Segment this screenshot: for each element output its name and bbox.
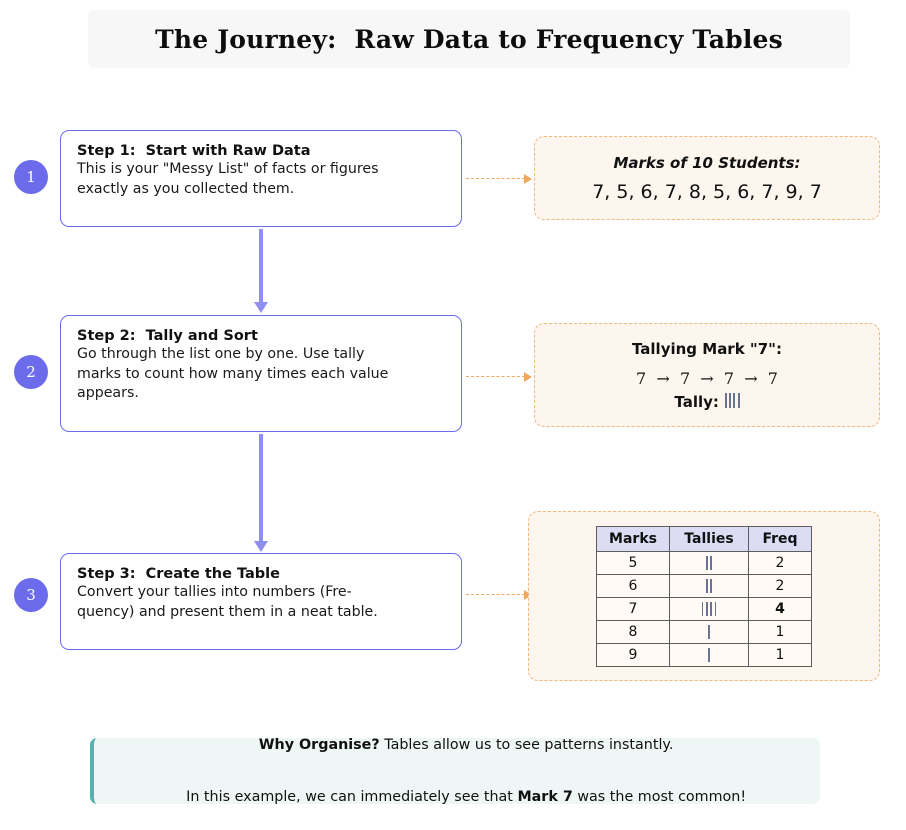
step-3-body — [77, 583, 447, 622]
tally-stroke — [708, 648, 710, 662]
step-2-body — [77, 345, 447, 404]
tally-stroke — [706, 556, 708, 570]
step-2-body-line-1: Go through the list one by one. Use tally — [77, 346, 365, 362]
step-1-title: Step 1: Start with Raw Data — [77, 143, 311, 159]
tally-stroke — [738, 393, 740, 408]
step-badge-1-label: 1 — [26, 168, 36, 186]
step-badge-1 — [14, 160, 48, 194]
raw-data-label: Marks of 10 Students: — [613, 153, 801, 172]
cell-tallies — [670, 574, 749, 597]
cell-mark: 5 — [597, 551, 670, 574]
frequency-table-body — [597, 551, 812, 666]
flow-arrow-1-to-2 — [254, 229, 268, 313]
tally-marks-icon — [708, 648, 710, 662]
cell-tallies — [670, 597, 749, 620]
tally-stroke — [706, 579, 708, 593]
tally-demo-count-row — [674, 392, 739, 411]
cell-freq: 4 — [749, 597, 812, 620]
step-box-1 — [60, 130, 462, 227]
col-header-freq: Freq — [749, 526, 812, 551]
tally-stroke — [710, 556, 712, 570]
step-3-title: Step 3: Create the Table — [77, 566, 280, 582]
tally-marks-icon — [725, 393, 740, 408]
tally-stroke — [729, 393, 731, 408]
page-title-banner — [88, 10, 850, 68]
connector-dashed-3 — [466, 594, 530, 595]
tally-marks-icon — [706, 579, 712, 593]
cell-mark: 7 — [597, 597, 670, 620]
tally-stroke — [715, 602, 717, 616]
callout-line-2-pre: In this example, we can immediately see that — [186, 789, 518, 805]
tally-stroke — [710, 602, 712, 616]
flow-arrow-2-shaft — [259, 434, 263, 541]
connector-arrowhead-1 — [524, 174, 532, 184]
cell-tallies — [670, 643, 749, 666]
tally-demo-label: Tallying Mark "7": — [632, 339, 782, 358]
step-1-body-line-2: exactly as you collected them. — [77, 180, 295, 197]
cell-mark: 6 — [597, 574, 670, 597]
callout-line-1-rest: Tables allow us to see patterns instantly. — [379, 737, 674, 753]
table-row — [597, 574, 812, 597]
step-badge-2-label: 2 — [26, 363, 36, 381]
tally-demo-count-label: Tally: — [674, 392, 719, 411]
step-1-body-line-1: This is your "Messy List" of facts or figures — [77, 161, 379, 177]
panel-tally-demo — [534, 323, 880, 427]
step-badge-2 — [14, 355, 48, 389]
cell-tallies — [670, 620, 749, 643]
step-3-body-line-1: Convert your tallies into numbers (Fre- — [77, 584, 352, 600]
cell-freq: 1 — [749, 620, 812, 643]
panel-frequency-table — [528, 511, 880, 681]
frequency-table — [596, 526, 812, 667]
callout-line-1-bold: Why Organise? — [258, 737, 380, 753]
tally-stroke — [706, 602, 708, 616]
step-2-title: Step 2: Tally and Sort — [77, 328, 258, 344]
step-badge-3 — [14, 578, 48, 612]
cell-freq: 2 — [749, 551, 812, 574]
tally-marks-icon — [708, 625, 710, 639]
callout-line-2 — [168, 773, 746, 821]
tally-marks-icon — [702, 602, 717, 616]
step-2-body-line-2: marks to count how many times each value — [77, 365, 389, 382]
frequency-table-header-row — [597, 526, 812, 551]
step-2-body-line-3: appears. — [77, 385, 139, 402]
callout-line-1 — [241, 721, 674, 769]
cell-freq: 1 — [749, 643, 812, 666]
flow-arrow-2-head — [254, 541, 268, 552]
tally-stroke — [702, 602, 704, 616]
tally-stroke — [733, 393, 735, 408]
tally-marks-icon — [706, 556, 712, 570]
raw-data-values: 7, 5, 6, 7, 8, 5, 6, 7, 9, 7 — [592, 180, 822, 203]
connector-arrowhead-2 — [524, 372, 532, 382]
table-row — [597, 597, 812, 620]
cell-freq: 2 — [749, 574, 812, 597]
tally-stroke — [725, 393, 727, 408]
table-row — [597, 551, 812, 574]
tally-demo-sequence: 7 → 7 → 7 → 7 — [636, 368, 778, 388]
table-row — [597, 620, 812, 643]
tally-stroke — [710, 579, 712, 593]
cell-mark: 9 — [597, 643, 670, 666]
page-title: The Journey: Raw Data to Frequency Tables — [155, 24, 783, 54]
step-box-3 — [60, 553, 462, 650]
connector-dashed-1 — [466, 178, 530, 179]
flow-arrow-1-head — [254, 302, 268, 313]
cell-mark: 8 — [597, 620, 670, 643]
flow-arrow-2-to-3 — [254, 434, 268, 552]
panel-raw-data — [534, 136, 880, 220]
col-header-marks: Marks — [597, 526, 670, 551]
callout-line-2-bold: Mark 7 — [517, 789, 573, 805]
cell-tallies — [670, 551, 749, 574]
step-3-body-line-2: quency) and present them in a neat table. — [77, 603, 378, 620]
flow-arrow-1-shaft — [259, 229, 263, 302]
tally-stroke — [708, 625, 710, 639]
step-1-body — [77, 160, 447, 199]
step-badge-3-label: 3 — [26, 586, 36, 604]
table-row — [597, 643, 812, 666]
col-header-tallies: Tallies — [670, 526, 749, 551]
callout-line-2-post: was the most common! — [572, 789, 747, 805]
connector-dashed-2 — [466, 376, 530, 377]
step-box-2 — [60, 315, 462, 432]
why-organise-callout — [90, 738, 820, 804]
